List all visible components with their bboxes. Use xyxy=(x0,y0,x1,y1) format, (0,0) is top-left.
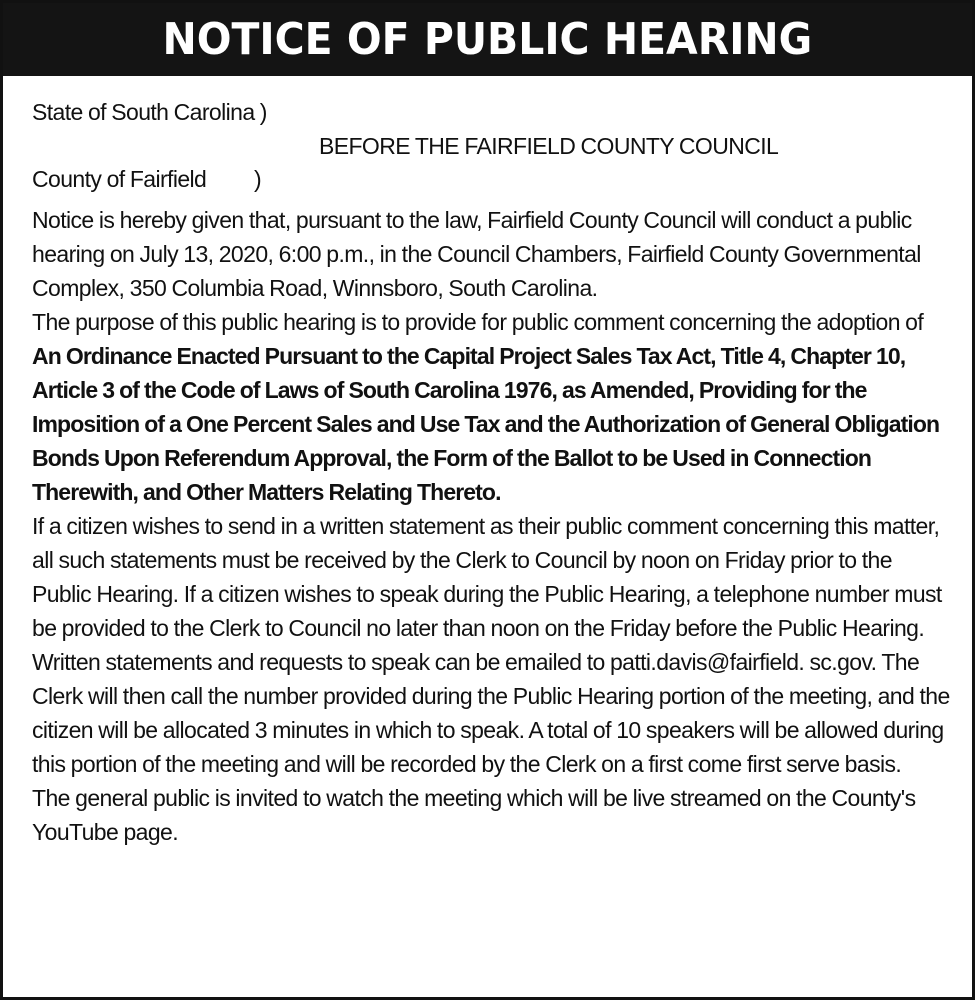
purpose-intro: The purpose of this public hearing is to provide for public comment concerning the adoption of xyxy=(32,309,924,335)
ordinance-title: An Ordinance Enacted Pursuant to the Capital Project Sales Tax Act, Title 4, Chapter 10, Article 3 of the Code of Laws of South Carolina 1976, as Amended, Providing for the Imposition of a One Percent Sales and Use Tax and the Authorization of General Obligation Bonds Upon Referendum Approval, the Form of the Ballot to be Used in Connection Therewith, and Other Matters Relating Thereto. xyxy=(32,343,940,505)
caption-state: State of South Carolina ) xyxy=(32,99,267,125)
purpose-paragraph xyxy=(32,305,950,509)
caption-court: BEFORE THE FAIRFIELD COUNTY COUNCIL xyxy=(319,133,779,159)
case-caption xyxy=(32,91,950,203)
livestream-paragraph: The general public is invited to watch the meeting which will be live streamed on the County's YouTube page. xyxy=(32,785,916,845)
caption-county-paren: ) xyxy=(254,166,262,192)
comment-instructions-paragraph: If a citizen wishes to send in a written statement as their public comment concerning this matter, all such statements must be received by the Clerk to Council by noon on Friday prior to the Public Hearing. If a citizen wishes to speak during the Public Hearing, a telephone number must be provided to the Clerk to Council no later than noon on the Friday before the Public Hearing. Written statements and requests to speak can be emailed to patti.davis@fairfield. sc.gov. The Clerk will then call the number provided during the Public Hearing portion of the meeting, and the citizen will be allocated 3 minutes in which to speak. A total of 10 speakers will be allowed during this portion of the meeting and will be recorded by the Clerk on a first come first serve basis. xyxy=(32,513,950,777)
notice-body xyxy=(32,91,950,849)
notice-title: NOTICE OF PUBLIC HEARING xyxy=(162,14,813,65)
title-banner xyxy=(3,3,972,76)
caption-county: County of Fairfield xyxy=(32,166,207,192)
hearing-notice-paragraph: Notice is hereby given that, pursuant to the law, Fairfield County Council will conduct a public hearing on July 13, 2020, 6:00 p.m., in the Council Chambers, Fairfield County Governmental Complex, 350 Columbia Road, Winnsboro, South Carolina. xyxy=(32,207,921,301)
